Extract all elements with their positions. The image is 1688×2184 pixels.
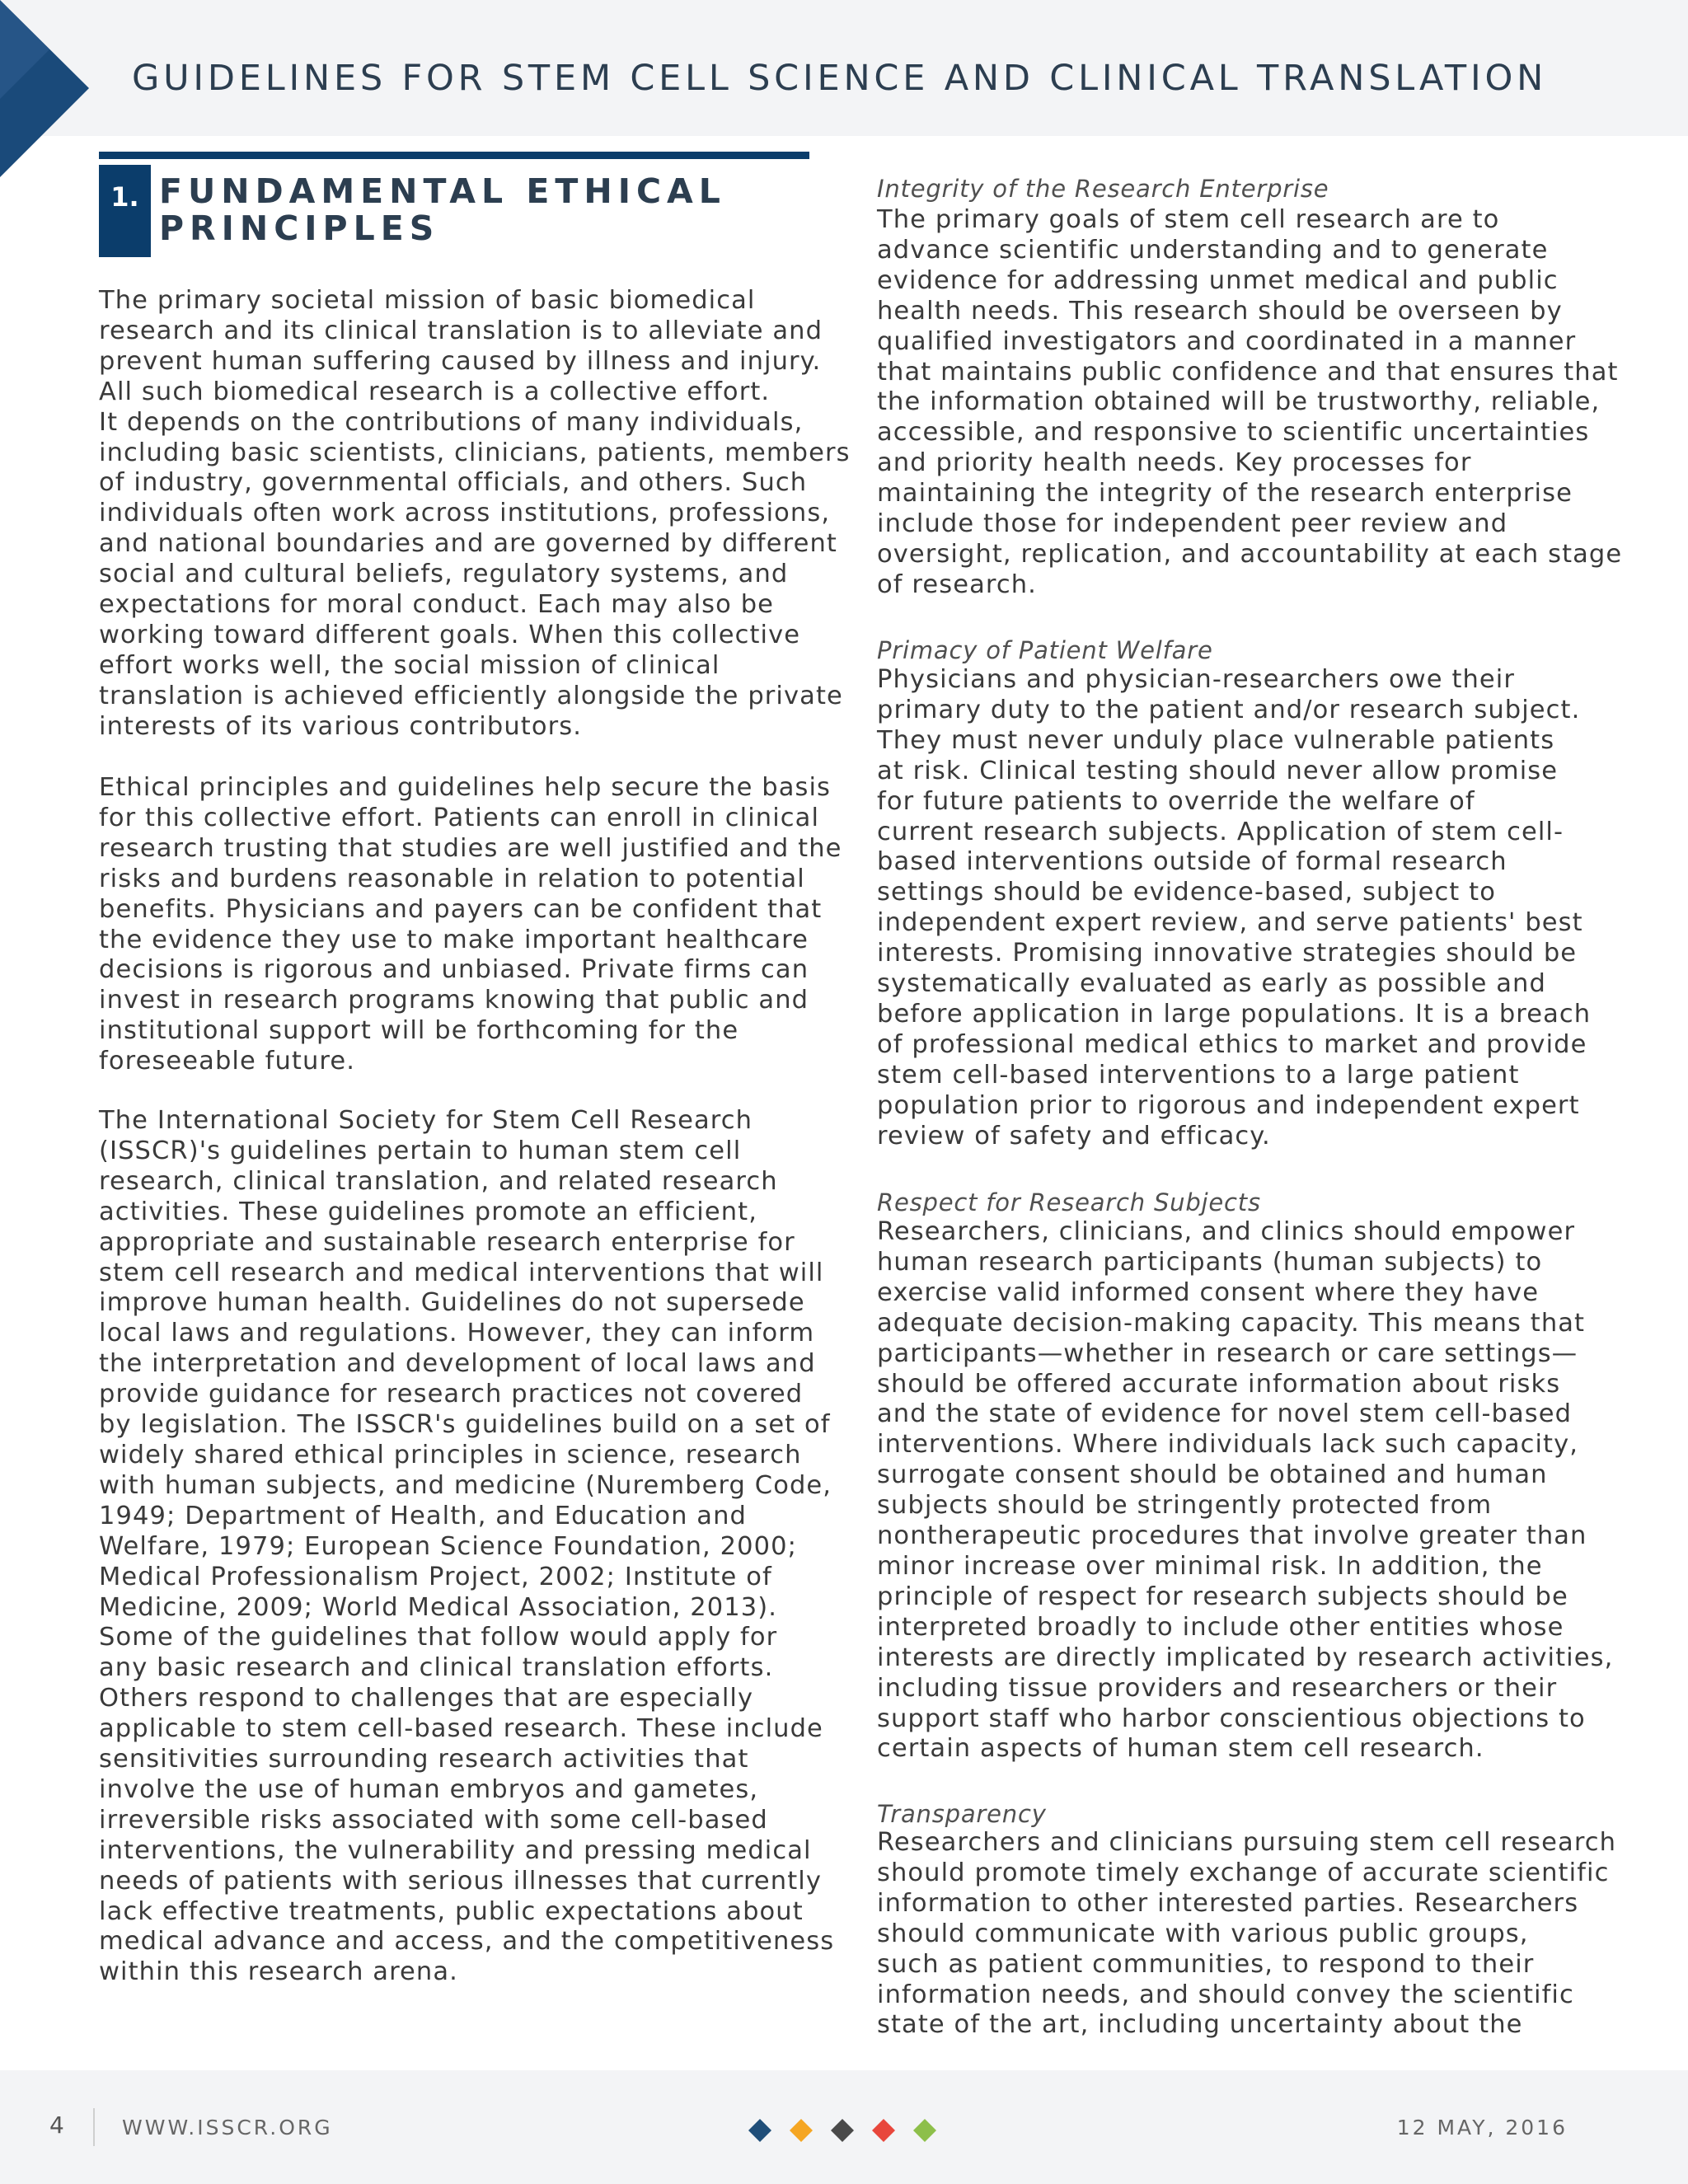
left-paragraph-2: Ethical principles and guidelines help secure the basis for this collective effort. Patients can enroll in clinical research trusting that studies are well justified and the risks and burdens reasonable in relation to potential benefits. Physicians and payers can be confident that the evidence they use to make important healthcare decisions is rigorous and unbiased. Private firms can invest in research programs knowing that public and institutional support will be forthcoming for the foreseeable future.: [99, 773, 842, 1076]
document-header-title: GUIDELINES FOR STEM CELL SCIENCE AND CLINICAL TRANSLATION: [132, 58, 1548, 99]
diamond-icon-4: [872, 2119, 895, 2142]
subheading-integrity: Integrity of the Research Enterprise: [877, 175, 1329, 203]
subheading-research-subjects: Respect for Research Subjects: [877, 1188, 1261, 1216]
diamond-icon-1: [748, 2119, 771, 2142]
footer-divider: [93, 2108, 95, 2146]
subheading-patient-welfare: Primacy of Patient Welfare: [877, 636, 1213, 664]
section-title-line1: FUNDAMENTAL ETHICAL: [159, 171, 726, 211]
page-number: 4: [49, 2111, 64, 2139]
research-subjects-paragraph: Researchers, clinicians, and clinics should empower human research participants (human subjects) to exercise valid informed consent where they have adequate decision-making capacity. This means that participants—whether in research or care settings— should be offered accurate information about risks and the state of evidence for novel stem cell-based interventions. Where individuals lack such capacity, surrogate consent should be obtained and human subjects should be stringently protected from nontherapeutic procedures that involve greater than minor increase over minimal risk. In addition, the principle of respect for research subjects should be interpreted broadly to include other entities whose interests are directly implicated by research activities, including tissue providers and researchers or their support staff who harbor conscientious objections to certain aspects of human stem cell research.: [877, 1217, 1614, 1764]
section-title-line2: PRINCIPLES: [159, 209, 440, 248]
patient-welfare-paragraph: Physicians and physician-researchers owe their primary duty to the patient and/or research subject. They must never unduly place vulnerable patients at risk. Clinical testing should never allow promise for future patients to override the welfare of current research subjects. Application of stem cell- based interventions outside of formal research settings should be evidence-based, subject to independent expert review, and serve patients' best interests. Promising innovative strategies should be systematically evaluated as early as possible and before application in large populations. It is a breach of professional medical ethics to market and provide stem cell-based interventions to a large patient population prior to rigorous and independent expert review of safety and efficacy.: [877, 665, 1592, 1151]
transparency-paragraph: Researchers and clinicians pursuing stem cell research should promote timely exchange of accurate scientific information to other interested parties. Researchers should communicate with various public groups, such as patient communities, to respond to their information needs, and should convey the scientific state of the art, including uncertainty about the: [877, 1828, 1617, 2040]
left-paragraph-1: The primary societal mission of basic biomedical research and its clinical translation is to alleviate and prevent human suffering caused by illness and injury. All such biomedical research is a collective effort. It depends on the contributions of many individuals, including basic scientists, clinicians, patients, members of industry, governmental officials, and others. Such individuals often work across institutions, professions, and national boundaries and are governed by different social and cultural beliefs, regulatory systems, and expectations for moral conduct. Each may also be working toward different goals. When this collective effort works well, the social mission of clinical translation is achieved efficiently alongside the private interests of its various contributors.: [99, 286, 851, 741]
diamond-icon-3: [831, 2119, 854, 2142]
subheading-transparency: Transparency: [877, 1800, 1047, 1828]
footer-website-link[interactable]: WWW.ISSCR.ORG: [122, 2116, 333, 2139]
corner-arrow-icon: [0, 0, 89, 177]
left-paragraph-3: The International Society for Stem Cell Research (ISSCR)'s guidelines pertain to human stem cell research, clinical translation, and related research activities. These guidelines promote an efficient, appropriate and sustainable research enterprise for stem cell research and medical interventions that will improve human health. Guidelines do not supersede local laws and regulations. However, they can inform the interpretation and development of local laws and provide guidance for research practices not covered by legislation. The ISSCR's guidelines build on a set of widely shared ethical principles in science, research with human subjects, and medicine (Nuremberg Code, 1949; Department of Health, and Education and Welfare, 1979; European Science Foundation, 2000; Medical Professionalism Project, 2002; Institute of Medicine, 2009; World Medical Association, 2013). Some of the guidelines that follow would apply for any basic research and clinical translation efforts. Others respond to challenges that are especially applicable to stem cell-based research. These include sensitivities surrounding research activities that involve the use of human embryos and gametes, irreversible risks associated with some cell-based interventions, the vulnerability and pressing medical needs of patients with serious illnesses that currently lack effective treatments, public expectations about medical advance and access, and the competitiveness within this research arena.: [99, 1106, 835, 1987]
section-number: 1.: [99, 165, 151, 257]
footer-diamonds: [747, 2116, 945, 2145]
diamond-icon-5: [913, 2119, 936, 2142]
section-rule: [99, 152, 809, 159]
diamond-icon-2: [790, 2119, 813, 2142]
integrity-paragraph: The primary goals of stem cell research are to advance scientific understanding and to generate evidence for addressing unmet medical and public health needs. This research should be overseen by qualified investigators and coordinated in a manner that maintains public confidence and that ensures that the information obtained will be trustworthy, reliable, accessible, and responsive to scientific uncertainties and priority health needs. Key processes for maintaining the integrity of the research enterprise include those for independent peer review and oversight, replication, and accountability at each stage of research.: [877, 205, 1623, 599]
footer-date: 12 MAY, 2016: [1396, 2116, 1568, 2139]
section-title: [159, 173, 785, 247]
